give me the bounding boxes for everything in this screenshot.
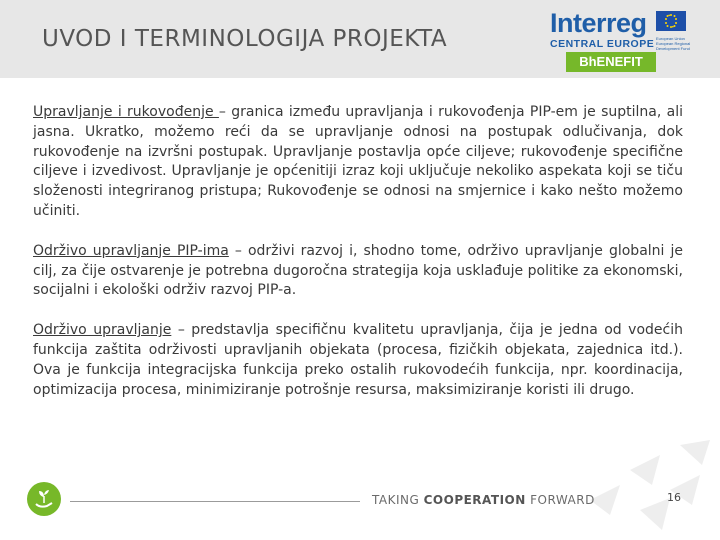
footer-slogan — [372, 493, 595, 507]
logo-wordmark: Interreg — [550, 8, 647, 38]
slogan-part: FORWARD — [525, 493, 595, 507]
term-definition: – održivi razvoj i, shodno tome, održivo upravljanje globalni je cilj, za čije ostvarenje je potrebna dugoročna strategija koja usklađuje politike za ekonomski, socijalni i ekološki održiv razvoj PIP-a. — [33, 242, 683, 299]
slogan-bold-part: COOPERATION — [423, 493, 526, 507]
paragraph-sustainable-management — [33, 321, 683, 400]
project-badge: BhENEFIT — [566, 52, 656, 72]
logo-subtitle: CENTRAL EUROPE — [550, 38, 655, 50]
page-number: 16 — [667, 491, 681, 504]
logo-fund-note: European Union European Regional Development Fund — [656, 36, 691, 51]
decorative-triangles — [560, 440, 720, 540]
eu-flag-icon — [656, 11, 686, 31]
footer-divider — [70, 501, 360, 502]
slogan-part: TAKING — [372, 493, 424, 507]
term-label: Upravljanje i rukovođenje — [33, 104, 219, 120]
paragraph-sustainable-governance — [33, 242, 683, 301]
page-title: UVOD I TERMINOLOGIJA PROJEKTA — [42, 26, 448, 52]
paragraph-governance-management — [33, 103, 683, 222]
term-definition: – granica između upravljanja i rukovođenja PIP-em je suptilna, ali jasna. Ukratko, možemo reći da se upravljanje odnosi na postupak odlučivanja, dok rukovođenje na izvršni postupak. Upravljanje postavlja opće ciljeve; rukovođenje specifične ciljeve i izvedivost. Upravljanje je općenitiji izraz koji uključuje nekoliko aspekata koji se tiču složenosti integriranog pristupa; Rukovođenje se odnosi na smjernice i kako nešto možemo učiniti. — [33, 104, 683, 219]
header-bar — [0, 0, 720, 78]
term-definition: – predstavlja specifičnu kvalitetu upravljanja, čija je jedna od vodećih funkcija zaštita održivosti upravljanih objekata (procesa, fizičkih objekata, zajednica itd.). Ova je funkcija integracijska funkcija preko ostalih rukovodećih funkcija, npr. koordinacija, optimizacija procesa, minimiziranje potrošnje resursa, maksimiziranje koristi ili drugo. — [33, 322, 683, 398]
interreg-logo — [546, 8, 696, 74]
term-label: Održivo upravljanje PIP-ima — [33, 242, 229, 259]
body-text — [33, 103, 683, 420]
term-label: Održivo upravljanje — [33, 322, 172, 339]
plant-hand-icon — [27, 482, 61, 516]
